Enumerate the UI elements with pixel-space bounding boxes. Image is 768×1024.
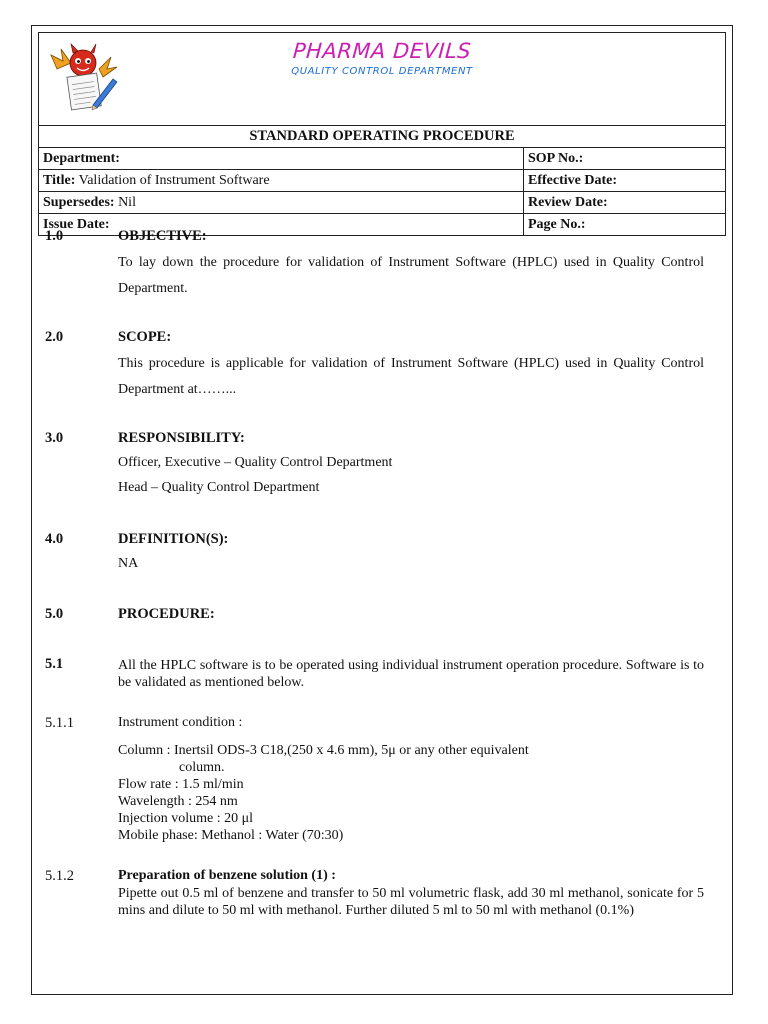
definitions-text: NA <box>118 556 139 571</box>
meta-cell-left <box>39 214 524 236</box>
meta-row <box>39 192 726 214</box>
wavelength: Wavelength : 254 nm <box>118 794 238 809</box>
section-title-objective: OBJECTIVE: <box>118 228 207 244</box>
objective-text: To lay down the procedure for validation of Instrument Software (HPLC) used in Quality Control Department. <box>118 255 704 296</box>
procedure-5-1-text: All the HPLC software is to be operated using individual instrument operation procedure. Software is to be validated as mentioned below. <box>118 658 704 690</box>
brand-block <box>39 39 725 77</box>
section-number: 1.0 <box>45 228 64 244</box>
page-no-label: Page No.: <box>528 216 586 232</box>
meta-cell-right <box>524 214 726 236</box>
sop-meta-table <box>38 125 726 236</box>
injection-volume: Injection volume : 20 μl <box>118 811 254 826</box>
benzene-solution-title: Preparation of benzene solution (1) : <box>118 868 336 883</box>
section-number: 5.1 <box>45 656 64 672</box>
review-date-label: Review Date: <box>528 194 608 210</box>
meta-row <box>39 148 726 170</box>
section-title-responsibility: RESPONSIBILITY: <box>118 430 245 446</box>
responsibility-line-1: Officer, Executive – Quality Control Department <box>118 455 393 470</box>
effective-date-label: Effective Date: <box>528 172 618 188</box>
section-number: 5.1.1 <box>45 715 74 731</box>
section-number: 5.1.2 <box>45 868 74 884</box>
section-number: 4.0 <box>45 531 64 547</box>
supersedes-label: Supersedes: <box>43 194 115 210</box>
meta-cell-right <box>524 192 726 214</box>
document-header <box>38 32 726 126</box>
meta-cell-left <box>39 148 524 170</box>
title-value: Validation of Instrument Software <box>75 172 270 188</box>
brand-department: QUALITY CONTROL DEPARTMENT <box>291 66 473 77</box>
column-line-continued: column. <box>179 760 225 775</box>
meta-cell-left <box>39 170 524 192</box>
mobile-phase: Mobile phase: Methanol : Water (70:30) <box>118 828 344 843</box>
title-label: Title: <box>43 172 76 188</box>
responsibility-line-2: Head – Quality Control Department <box>118 480 320 495</box>
meta-cell-right <box>524 170 726 192</box>
instrument-condition-title: Instrument condition : <box>118 715 243 730</box>
issue-date-label: Issue Date: <box>43 216 110 232</box>
department-label: Department: <box>43 150 120 166</box>
document-page <box>31 25 733 995</box>
meta-row <box>39 170 726 192</box>
column-line: Column : Inertsil ODS-3 C18,(250 x 4.6 mm), 5μ or any other equivalent <box>118 743 529 758</box>
flow-rate: Flow rate : 1.5 ml/min <box>118 777 244 792</box>
sop-heading-row <box>39 126 726 148</box>
section-number: 5.0 <box>45 606 64 622</box>
supersedes-value: Nil <box>114 194 136 210</box>
section-title-definitions: DEFINITION(S): <box>118 531 229 547</box>
sop-heading: STANDARD OPERATING PROCEDURE <box>39 126 726 148</box>
section-title-scope: SCOPE: <box>118 329 172 345</box>
scope-text: This procedure is applicable for validation of Instrument Software (HPLC) used in Quality Control Department at……... <box>118 356 704 397</box>
section-number: 3.0 <box>45 430 64 446</box>
section-title-procedure: PROCEDURE: <box>118 606 215 622</box>
meta-cell-right <box>524 148 726 170</box>
sop-no-label: SOP No.: <box>528 150 584 166</box>
instrument-conditions-list <box>118 742 704 844</box>
meta-cell-left <box>39 192 524 214</box>
benzene-solution-text: Pipette out 0.5 ml of benzene and transfer to 50 ml volumetric flask, add 30 ml methanol, sonicate for 5 mins and dilute to 50 ml with methanol. Further diluted 5 ml to 50 ml with methanol (0.1%) <box>118 886 704 918</box>
brand-name: PHARMA DEVILS <box>292 39 472 63</box>
section-number: 2.0 <box>45 329 64 345</box>
